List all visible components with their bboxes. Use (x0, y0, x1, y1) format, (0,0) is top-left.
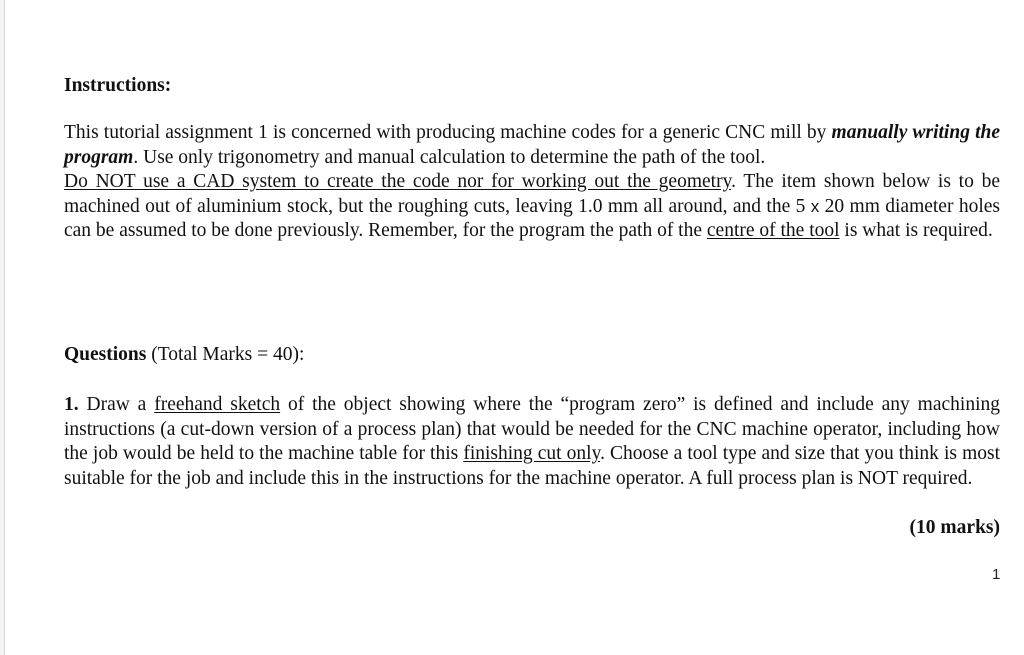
para-text: 20 mm diameter holes can be assumed to be done previously. Remember, for the program the path of the (64, 195, 1000, 241)
para-text: This tutorial assignment 1 is concerned with producing machine codes for a generic CNC mill by (64, 122, 832, 143)
questions-heading-rest: (Total Marks = 40): (146, 344, 305, 365)
para-text: . Use only trigonometry and manual calculation to determine the path of the tool. (133, 146, 766, 168)
multiplication-sign: x (810, 196, 820, 216)
underlined-text: Do NOT use a CAD system to create the code nor for working out the geometry (64, 171, 732, 192)
instructions-paragraph (64, 121, 1000, 244)
underlined-text: finishing cut only (463, 443, 601, 464)
questions-heading (64, 343, 1000, 368)
question-1 (64, 393, 1000, 491)
underlined-text: centre of the tool (706, 220, 840, 241)
para-text: is what is required. (839, 220, 993, 241)
question-text: . Choose a tool type and size that you think is most suitable for the job and include this in the instructions for the machine operator. A full process plan is NOT required. (64, 443, 1000, 489)
question-1-marks: (10 marks) (909, 517, 1000, 538)
instructions-heading: Instructions: (64, 75, 172, 96)
question-text: Draw a (78, 394, 155, 415)
para-text: . The item shown below is to be machined out of aluminium stock, but the roughing cuts, leaving 1.0 mm all around, and the 5 (64, 171, 1001, 217)
questions-heading-bold: Questions (64, 344, 147, 365)
question-number: 1. (64, 394, 79, 415)
underlined-text: freehand sketch (154, 394, 281, 415)
question-text: of the object showing where the “program zero” is defined and include any machining instructions (a cut-down version of a process plan) that would be needed for the CNC machine operator, including how the job would be held to the machine table for this (64, 394, 1000, 464)
emphasis-text: manually writing the program (64, 122, 1000, 168)
page-number: 1 (992, 566, 1001, 583)
document-page (4, 0, 1024, 655)
